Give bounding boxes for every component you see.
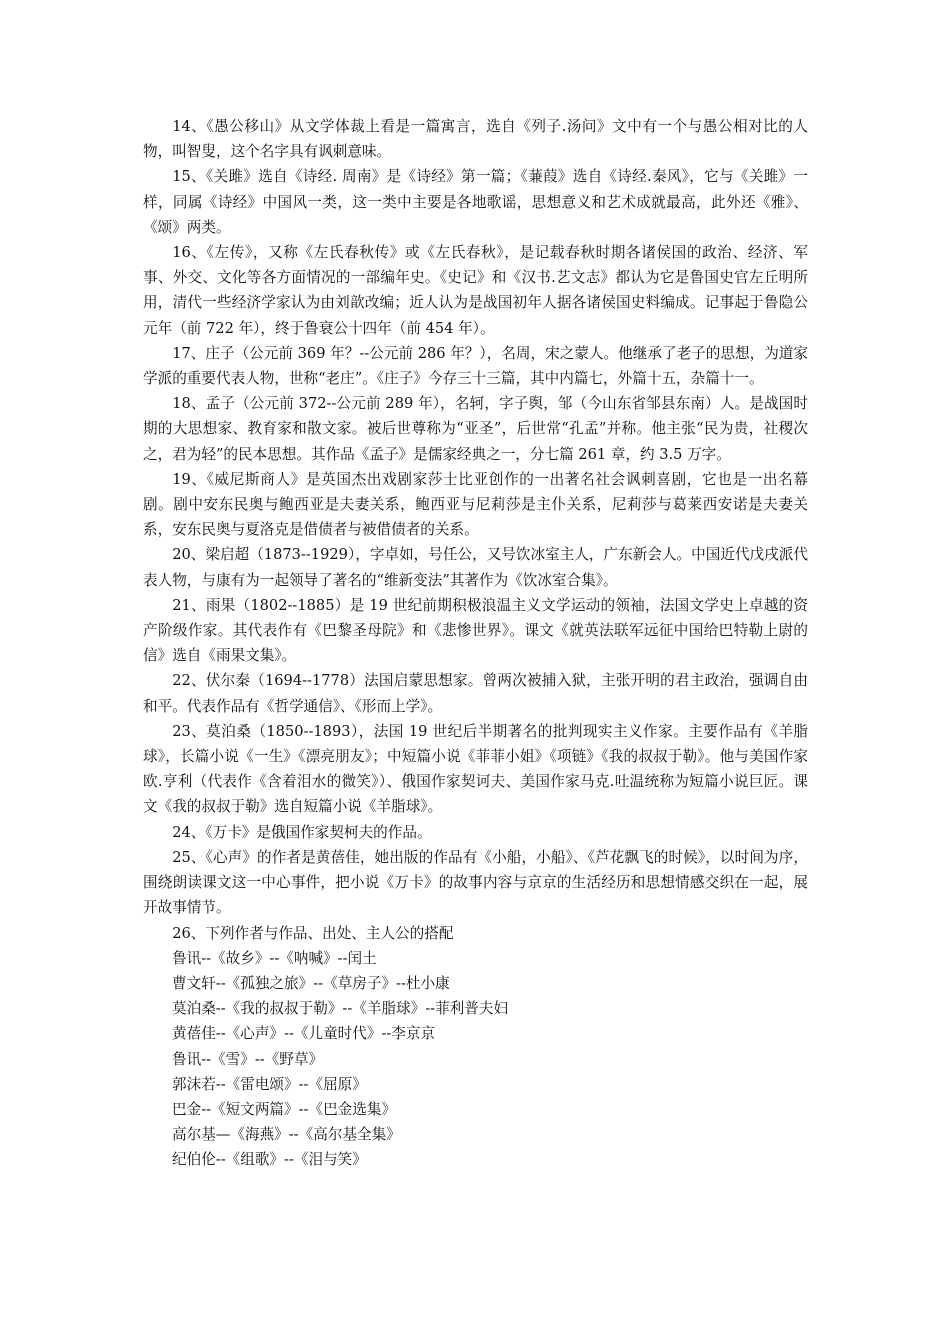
- paragraph-21: 21、雨果（1802--1885）是 19 世纪前期积极浪温主义文学运动的领袖，法国文学史上卓越的资产阶级作家。其代表作有《巴黎圣母院》和《悲惨世界》。课文《就英法联军远征中国给巴特勒上尉的信》选自《雨果文集》。: [143, 596, 808, 665]
- pairing-line: 黄蓓佳--《心声》--《儿童时代》--李京京: [172, 1025, 436, 1043]
- paragraph-20: 20、梁启超（1873--1929），字卓如，号任公，又号饮冰室主人，广东新会人。中国近代戊戌派代表人物，与康有为一起领导了著名的“维新变法”其著作为《饮冰室合集》。: [143, 546, 808, 589]
- pairing-line: 曹文轩--《孤独之旅》--《草房子》--杜小康: [172, 974, 450, 992]
- paragraph-14: 14、《愚公移山》从文学体裁上看是一篇寓言，选自《列子.汤问》文中有一个与愚公相对比的人物，叫智叟，这个名字具有讽刺意味。: [143, 118, 808, 161]
- paragraph-23: 23、莫泊桑（1850--1893），法国 19 世纪后半期著名的批判现实主义作家。主要作品有《羊脂球》，长篇小说《一生》《漂亮朋友》；中短篇小说《菲菲小姐》《项链》《我的叔叔于勒》。他与美国作家欧.亨利（代表作《含着泪水的微笑》）、俄国作家契诃夫、美国作家马克.吐温统称为短篇小说巨匠。课文《我的叔叔于勒》选自短篇小说《羊脂球》。: [143, 722, 808, 816]
- pairing-line: 纪伯伦--《组歌》--《泪与笑》: [172, 1151, 367, 1169]
- paragraph-25: 25、《心声》的作者是黄蓓佳，她出版的作品有《小船，小船》、《芦花飘飞的时候》，以时间为序，围绕朗读课文这一中心事件，把小说《万卡》的故事内容与京京的生活经历和思想情感交织在一起，展开故事情节。: [143, 848, 808, 917]
- paragraph-26: 26、下列作者与作品、出处、主人公的搭配: [172, 924, 454, 942]
- paragraph-15: 15、《关雎》选自《诗经. 周南》是《诗经》第一篇；《蒹葭》选自《诗经.秦风》，它与《关雎》一样，同属《诗经》中国风一类，这一类中主要是各地歌谣，思想意义和艺术成就最高，此外还《雅》、《颂》两类。: [143, 168, 808, 236]
- pairing-line: 鲁讯--《雪》--《野草》: [172, 1050, 324, 1068]
- paragraph-16: 16、《左传》，又称《左氏春秋传》或《左氏春秋》，是记载春秋时期各诸侯国的政治、经济、军事、外交、文化等各方面情况的一部编年史。《史记》和《汉书.艺文志》都认为它是鲁国史官左丘明所用，清代一些经济学家认为由刘歆改编；近人认为是战国初年人据各诸侯国史料编成。记事起于鲁隐公元年（前 722 年），终于鲁衰公十四年（前 454 年）。: [143, 244, 808, 337]
- paragraph-22: 22、伏尔秦（1694--1778）法国启蒙思想家。曾两次被捕入狱，主张开明的君主政治，强调自由和平。代表作品有《哲学通信》、《形而上学》。: [143, 672, 808, 715]
- pairing-line: 郭沫若--《雷电颂》--《屈原》: [172, 1075, 367, 1093]
- author-work-pairings: [143, 946, 808, 1173]
- pairing-line: 高尔基—《海燕》--《高尔基全集》: [172, 1126, 401, 1144]
- paragraph-18: 18、孟子（公元前 372--公元前 289 年），名轲，字子舆，邹（今山东省邹县东南）人。是战国时期的大思想家、教育家和散文家。被后世尊称为“亚圣”，后世常“孔孟”并称。他主张“民为贵，社稷次之，君为轻”的民本思想。其作品《孟子》是儒家经典之一，分七篇 261 章，约 3.5 万字。: [143, 395, 808, 463]
- pairing-line: 鲁讯--《故乡》--《呐喊》--闰土: [172, 949, 377, 967]
- paragraph-19: 19、《威尼斯商人》是英国杰出戏剧家莎士比亚创作的一出著名社会讽刺喜剧，它也是一出名幕剧。剧中安东民奥与鲍西亚是夫妻关系，鲍西亚与尼莉莎是主仆关系，尼莉莎与葛莱西安诺是夫妻关系，安东民奥与夏洛克是借债者与被借债者的关系。: [143, 470, 808, 539]
- paragraph-17: 17、庄子（公元前 369 年？--公元前 286 年？），名周，宋之蒙人。他继承了老子的思想，为道家学派的重要代表人物，世称“老庄”。《庄子》今存三十三篇，其中内篇七，外篇十五，杂篇十一。: [143, 344, 808, 388]
- pairing-line: 莫泊桑--《我的叔叔于勒》--《羊脂球》--菲利普夫妇: [172, 1000, 509, 1018]
- paragraph-24: 24、《万卡》是俄国作家契柯夫的作品。: [172, 823, 432, 841]
- document-page: [143, 114, 808, 1173]
- pairing-line: 巴金--《短文两篇》--《巴金选集》: [172, 1100, 397, 1118]
